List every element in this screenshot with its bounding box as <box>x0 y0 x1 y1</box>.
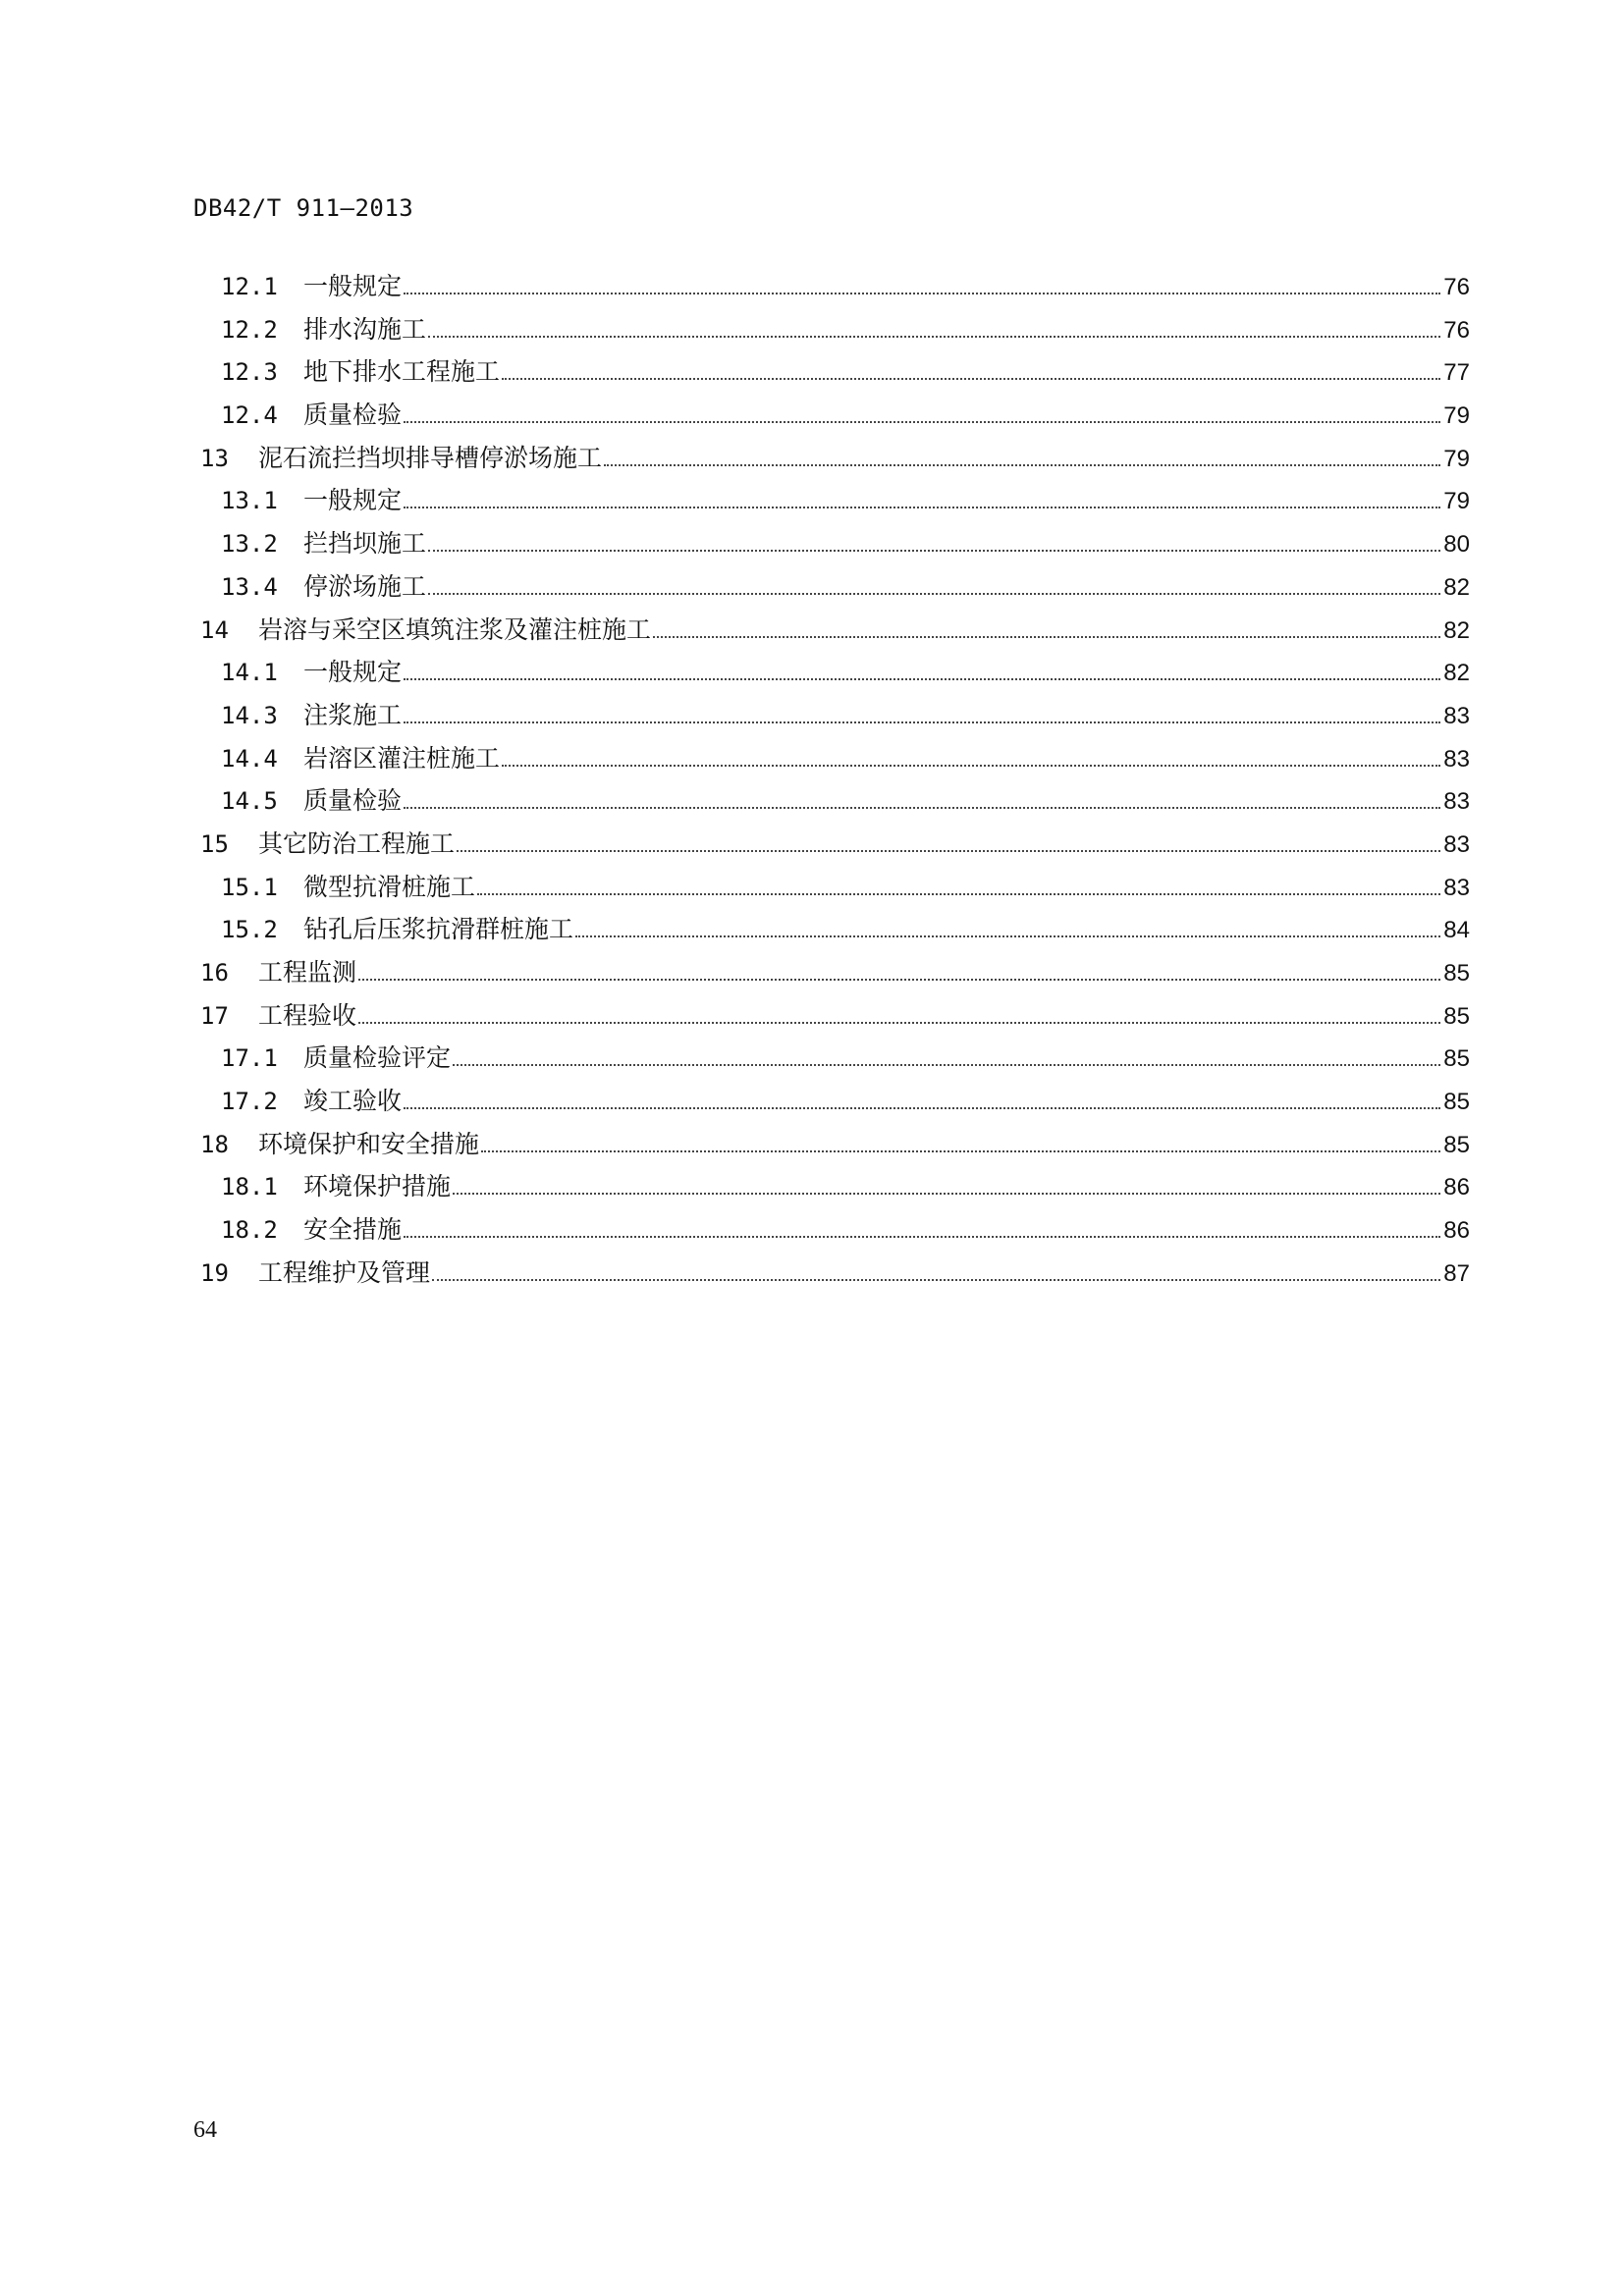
toc-entry-number: 13.1 <box>221 487 278 515</box>
toc-entry-number: 14 <box>200 615 229 644</box>
toc-entry-page: 85 <box>1443 1045 1470 1073</box>
table-of-contents <box>200 265 1470 1295</box>
dot-leader <box>358 1022 1440 1024</box>
dot-leader <box>358 979 1440 981</box>
toc-entry-page: 82 <box>1443 573 1470 601</box>
toc-entry-page: 82 <box>1443 660 1470 687</box>
toc-entry-number: 13.4 <box>221 572 278 601</box>
dot-leader <box>404 421 1440 423</box>
toc-entry-title: 其它防治工程施工 <box>258 828 456 858</box>
toc-entry[interactable] <box>200 951 1470 994</box>
toc-entry-number: 12.2 <box>221 315 278 344</box>
toc-entry-page: 76 <box>1443 316 1470 344</box>
toc-entry[interactable] <box>200 1080 1470 1123</box>
dot-leader <box>428 336 1440 338</box>
toc-entry-number: 12.1 <box>221 273 278 300</box>
toc-entry-title: 质量检验评定 <box>303 1043 452 1073</box>
toc-entry[interactable] <box>200 737 1470 780</box>
toc-entry-title: 工程监测 <box>258 958 357 987</box>
toc-entry-title: 质量检验 <box>303 400 403 430</box>
toc-entry[interactable] <box>200 694 1470 737</box>
toc-entry-number: 18.1 <box>221 1173 278 1201</box>
toc-entry-page: 87 <box>1443 1259 1470 1287</box>
document-code: DB42/T 911—2013 <box>193 194 414 222</box>
toc-entry-number: 17 <box>200 1001 229 1030</box>
toc-entry-page: 83 <box>1443 702 1470 729</box>
toc-entry-page: 86 <box>1443 1217 1470 1245</box>
toc-entry-title: 拦挡坝施工 <box>303 529 427 559</box>
toc-entry-page: 76 <box>1443 274 1470 300</box>
dot-leader <box>404 678 1440 680</box>
dot-leader <box>502 765 1440 767</box>
toc-entry-title: 岩溶与采空区填筑注浆及灌注桩施工 <box>258 614 652 644</box>
toc-entry-title: 竣工验收 <box>303 1087 403 1116</box>
toc-entry-title: 停淤场施工 <box>303 571 427 601</box>
toc-entry[interactable] <box>200 308 1470 351</box>
toc-entry-number: 12.4 <box>221 401 278 430</box>
toc-entry[interactable] <box>200 1165 1470 1208</box>
dot-leader <box>404 1107 1440 1109</box>
toc-entry-number: 14.3 <box>221 701 278 729</box>
toc-entry[interactable] <box>200 565 1470 609</box>
toc-entry-number: 17.1 <box>221 1044 278 1073</box>
toc-entry-number: 15 <box>200 829 229 858</box>
dot-leader <box>653 636 1440 638</box>
toc-entry-page: 83 <box>1443 745 1470 773</box>
toc-entry-title: 一般规定 <box>303 486 403 515</box>
toc-entry-number: 16 <box>200 959 229 987</box>
toc-entry[interactable] <box>200 1252 1470 1295</box>
toc-entry[interactable] <box>200 651 1470 694</box>
dot-leader <box>453 1064 1440 1066</box>
toc-entry-page: 85 <box>1443 1131 1470 1158</box>
dot-leader <box>481 1150 1440 1152</box>
toc-entry-title: 微型抗滑桩施工 <box>303 872 476 901</box>
toc-entry-page: 79 <box>1443 402 1470 430</box>
dot-leader <box>432 1279 1440 1281</box>
toc-entry-title: 工程维护及管理 <box>258 1257 431 1287</box>
toc-entry-number: 18.2 <box>221 1216 278 1245</box>
dot-leader <box>404 507 1440 508</box>
toc-entry-title: 钻孔后压浆抗滑群桩施工 <box>303 915 574 944</box>
toc-entry-title: 注浆施工 <box>303 700 403 729</box>
dot-leader <box>502 378 1440 380</box>
toc-entry[interactable] <box>200 908 1470 951</box>
toc-entry-page: 83 <box>1443 830 1470 858</box>
toc-entry[interactable] <box>200 1037 1470 1080</box>
dot-leader <box>404 293 1440 294</box>
toc-entry-number: 15.2 <box>221 916 278 944</box>
dot-leader <box>457 850 1440 852</box>
dot-leader <box>404 1236 1440 1238</box>
toc-entry-page: 85 <box>1443 1089 1470 1116</box>
toc-entry[interactable] <box>200 522 1470 565</box>
toc-entry-page: 86 <box>1443 1174 1470 1201</box>
toc-entry-page: 79 <box>1443 488 1470 515</box>
toc-entry-page: 83 <box>1443 788 1470 816</box>
toc-entry[interactable] <box>200 1123 1470 1166</box>
toc-entry[interactable] <box>200 265 1470 308</box>
toc-entry-number: 18 <box>200 1130 229 1158</box>
dot-leader <box>575 935 1440 937</box>
toc-entry-title: 一般规定 <box>303 658 403 687</box>
toc-entry-number: 14.4 <box>221 744 278 773</box>
toc-entry-title: 质量检验 <box>303 786 403 816</box>
toc-entry-title: 工程验收 <box>258 1000 357 1030</box>
dot-leader <box>428 593 1440 595</box>
toc-entry-page: 85 <box>1443 1002 1470 1030</box>
toc-entry[interactable] <box>200 994 1470 1038</box>
toc-entry[interactable] <box>200 350 1470 394</box>
toc-entry-title: 岩溶区灌注桩施工 <box>303 743 501 773</box>
dot-leader <box>453 1193 1440 1195</box>
toc-entry-title: 安全措施 <box>303 1215 403 1245</box>
toc-entry[interactable] <box>200 779 1470 823</box>
toc-entry[interactable] <box>200 479 1470 522</box>
toc-entry-title: 环境保护措施 <box>303 1172 452 1201</box>
toc-entry[interactable] <box>200 394 1470 437</box>
dot-leader <box>604 464 1440 466</box>
toc-entry-title: 地下排水工程施工 <box>303 357 501 387</box>
toc-entry[interactable] <box>200 866 1470 909</box>
toc-entry-page: 83 <box>1443 874 1470 901</box>
toc-entry[interactable] <box>200 823 1470 866</box>
toc-entry-number: 14.5 <box>221 787 278 816</box>
toc-entry-number: 19 <box>200 1258 229 1287</box>
toc-entry-number: 15.1 <box>221 873 278 901</box>
toc-entry-page: 82 <box>1443 616 1470 644</box>
toc-entry-number: 14.1 <box>221 659 278 687</box>
toc-entry-title: 环境保护和安全措施 <box>258 1129 480 1158</box>
page-number: 64 <box>193 2117 217 2143</box>
dot-leader <box>404 807 1440 809</box>
dot-leader <box>404 721 1440 723</box>
toc-entry-number: 13 <box>200 444 229 472</box>
toc-entry-page: 79 <box>1443 445 1470 472</box>
toc-entry-title: 泥石流拦挡坝排导槽停淤场施工 <box>258 443 603 472</box>
dot-leader <box>477 893 1440 895</box>
toc-entry-title: 排水沟施工 <box>303 314 427 344</box>
toc-entry[interactable] <box>200 437 1470 480</box>
toc-entry-page: 84 <box>1443 917 1470 944</box>
toc-entry-number: 12.3 <box>221 358 278 387</box>
toc-entry-page: 80 <box>1443 531 1470 559</box>
toc-entry-page: 77 <box>1443 359 1470 387</box>
toc-entry[interactable] <box>200 1208 1470 1252</box>
toc-entry-page: 85 <box>1443 960 1470 987</box>
toc-entry[interactable] <box>200 609 1470 652</box>
toc-entry-title: 一般规定 <box>303 272 403 300</box>
toc-entry-number: 17.2 <box>221 1088 278 1116</box>
dot-leader <box>428 550 1440 552</box>
toc-entry-number: 13.2 <box>221 530 278 559</box>
